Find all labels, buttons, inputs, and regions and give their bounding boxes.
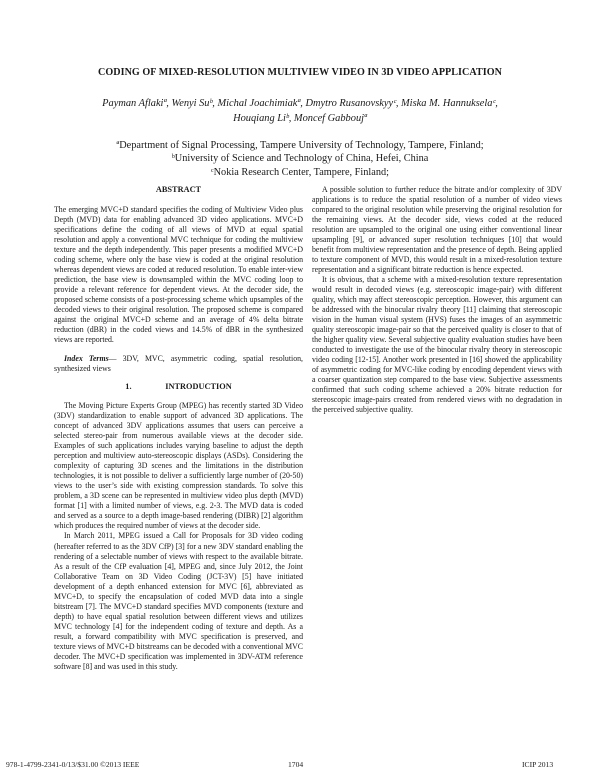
conference-name: ICIP 2013 xyxy=(522,760,554,769)
affiliation: ᵇUniversity of Science and Technology of China, Hefei, China xyxy=(171,153,429,165)
left-column xyxy=(54,185,303,672)
abstract-heading: ABSTRACT xyxy=(155,185,202,194)
author-list xyxy=(60,96,540,126)
paper-title: CODING OF MIXED-RESOLUTION MULTIVIEW VIDEO IN 3D VIDEO APPLICATION xyxy=(98,67,502,78)
affiliation: ᶜNokia Research Center, Tampere, Finland; xyxy=(210,166,390,178)
authors-line-2: Houqiang Liᵇ, Moncef Gabboujª xyxy=(233,113,367,124)
paragraph: In March 2011, MPEG issued a Call for Proposals for 3D video coding (hereafter referred to as the 3DV CfP) [3] for a new 3DV standard enabling the rendering of a selectable number of views with respect to the available bitrate. As a result of the CfP evaluation [4], MPEG and, since July 2012, the Joint Collaborative Team on 3D Video Coding (JCT-3V) [5] have initiated development of a depth enhanced extension for MVC [6], abbreviated as MVC+D, to specify the encapsulation of coded MVD data into a single bitstream [7]. The MVC+D standard specifies MVD components (texture and depth) to have equal spatial resolution between different views and utilizes MVC technology [4] for the independent coding of texture and depth. As a result, a forward compatibility with MVC specification is preserved, and texture views of MVC+D bitstreams can be decoded with a conventional MVC decoder. The MVC+D specification was implemented in 3DV-ATM reference software [8] and was used in this study. xyxy=(54,531,303,671)
page-number: 1704 xyxy=(288,760,304,769)
paragraph: It is obvious, that a scheme with a mixed-resolution texture representation would result in decoded views (e.g. stereoscopic image-pair) with different quality, which may affect stereoscopic perception. However, this argument can be addressed with the binocular rivalry theory [11] claiming that stereoscopic vision in the human visual system (HVS) fuses the images of an asymmetric quality stereoscopic image-pair so that the perceived quality is closer to that of the higher quality view. Several subjective quality evaluation studies have been conducted to investigate the use of the binocular rivalry theory in stereoscopic video coding [12-15]. Another work presented in [16] showed the applicability of asymmetric coding for MVC-like coding by encoding dependent views with a coarser quantization step compared to the base view. Subjective assessments confirmed that such coding scheme achieved a 20% bitrate reduction for stereoscopic image-pairs created from rendered views with no degradation in the perceived subjective quality. xyxy=(312,275,562,415)
abstract-text: The emerging MVC+D standard specifies the coding of Multiview Video plus Depth (MVD) data for enabling advanced 3D video applications. MVC+D specifications define the coding of all views of MVD at equal spatial resolution and apply a conventional MVC technique for coding the multiview texture and the depth independently. This paper presents a modified MVC+D coding scheme, where only the base view is coded at the original resolution whereas dependent views are coded at reduced resolution. To enable inter-view prediction, the base view is downsampled within the MVC coding loop to provide a relevant reference for dependent views. At the decoder side, the proposed scheme consists of a post-processing scheme which upsamples of the decoded views to their original resolution. The proposed scheme is compared against the original MVC+D scheme and an average of 4% delta bitrate reduction (dBR) in the coded views and 14.5% of dBR in the synthesized views are reported. xyxy=(54,205,303,345)
authors-line-1: Payman Aflakiª, Wenyi Suᵇ, Michal Joachimiakª, Dmytro Rusanovskyyᶜ, Miska M. Hannukselaᶜ, xyxy=(102,98,498,109)
affiliations xyxy=(60,139,540,179)
index-terms-label: Index Terms xyxy=(64,354,109,364)
section-number: 1. xyxy=(125,382,132,392)
index-terms-text: — 3DV, MVC, asymmetric coding, spatial resolution, synthesized views xyxy=(54,354,303,374)
footer-copyright: 978-1-4799-2341-0/13/$31.00 ©2013 IEEE xyxy=(6,760,140,769)
right-column xyxy=(312,185,562,415)
section-title: INTRODUCTION xyxy=(165,382,232,392)
paragraph: The Moving Picture Experts Group (MPEG) has recently started 3D Video (3DV) standardization to enable support of advanced 3D applications. The concept of advanced 3DV applications assumes that users can perceive a selected stereo-pair from numerous available views at the decoder side. Examples of such applications includes varying baseline to adjust the depth perception and multiview auto-stereoscopic displays (ASDs). Considering the complexity of capturing 3D scenes and the limitations in the distribution technologies, it is not possible to deliver a sufficiently large number of (20-50) views to the user’s side with existing compression standards. To solve this problem, a 3D scene can be represented in multiview video plus depth (MVD) format [1] with a limited number of views, e.g. 2-3. The MVD data is coded and served as a source to a depth image-based rendering (DIBR) [2] algorithm which produces the required number of views at the decoder side. xyxy=(54,401,303,531)
paragraph: A possible solution to further reduce the bitrate and/or complexity of 3DV applications is to reduce the spatial resolution of a number of video views compared to the original resolution while preserving the original resolution for the remaining views. At the decoder side, views coded at the reduced resolution are upsampled to the original one using either conventional linear upsampling [9], or advanced super resolution techniques [10] that would benefit from multiview representation and the presence of depth. Being applied to texture component of MVD, this would result in a mixed-resolution texture representation and a significant bitrate reduction is hence expected. xyxy=(312,185,562,275)
affiliation: ªDepartment of Signal Processing, Tampere University of Technology, Tampere, Finland; xyxy=(116,140,484,151)
section-heading xyxy=(54,382,303,392)
index-terms xyxy=(54,354,303,374)
